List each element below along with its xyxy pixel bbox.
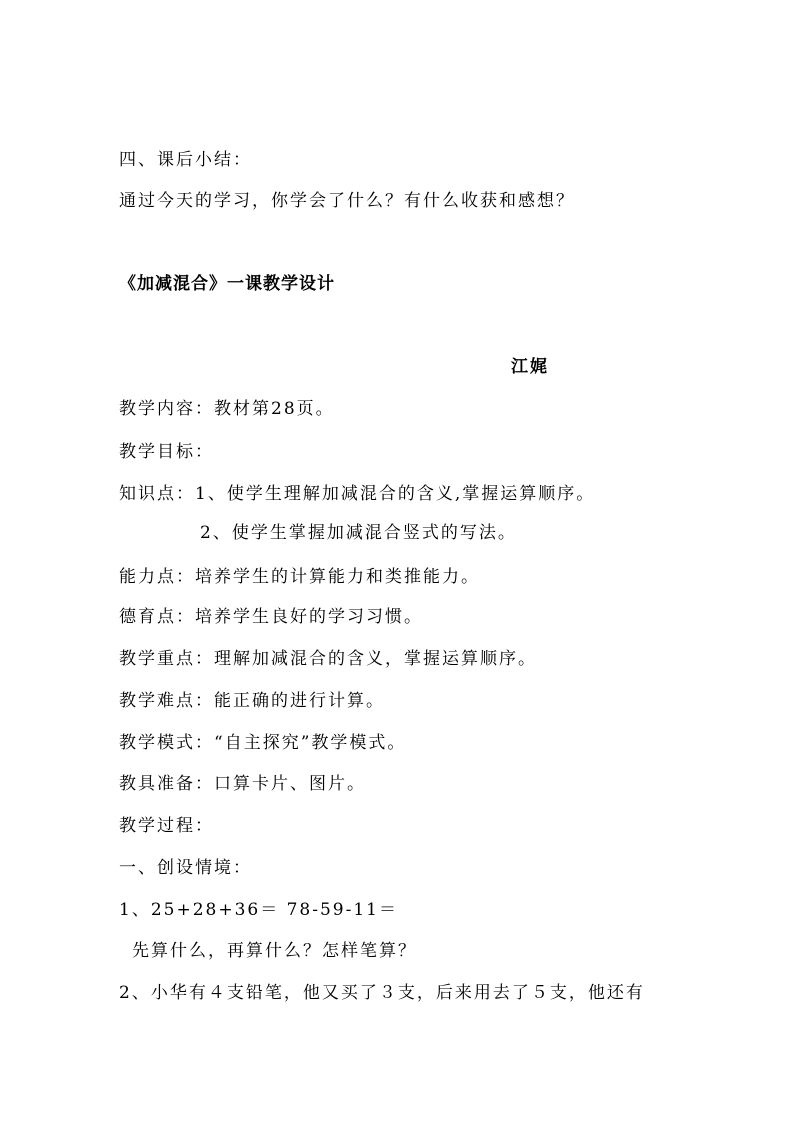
author-name: 江娓 xyxy=(511,357,549,377)
teaching-tools: 教具准备：口算卡片、图片。 xyxy=(119,774,366,794)
section4-text: 通过今天的学习，你学会了什么？有什么收获和感想？ xyxy=(119,191,575,211)
ability-point: 能力点：培养学生的计算能力和类推能力。 xyxy=(119,567,480,587)
knowledge-point-2: 2、使学生掌握加减混合竖式的写法。 xyxy=(200,523,517,543)
difficulty-point: 教学难点：能正确的进行计算。 xyxy=(119,691,385,711)
teaching-mode: 教学模式：“自主探究”教学模式。 xyxy=(119,733,407,753)
step1-item2: 2、小华有４支铅笔，他又买了３支，后来用去了５支，他还有 xyxy=(119,983,645,1003)
key-point: 教学重点：理解加减混合的含义，掌握运算顺序。 xyxy=(119,649,537,669)
section4-heading: 四、课后小结： xyxy=(119,150,252,170)
step1-item1-question: 先算什么，再算什么？怎样笔算？ xyxy=(132,941,417,961)
step1-heading: 一、创设情境： xyxy=(119,858,252,878)
knowledge-point-1: 知识点：1、使学生理解加减混合的含义,掌握运算顺序。 xyxy=(119,484,596,504)
goals-heading: 教学目标： xyxy=(119,442,214,462)
lesson-title: 《加减混合》一课教学设计 xyxy=(119,274,335,294)
process-heading: 教学过程： xyxy=(119,816,214,836)
moral-point: 德育点：培养学生良好的学习习惯。 xyxy=(119,607,423,627)
content-line: 教学内容：教材第28页。 xyxy=(119,399,335,419)
step1-item1: 1、25+28+36＝ 78-59-11＝ xyxy=(119,900,398,920)
